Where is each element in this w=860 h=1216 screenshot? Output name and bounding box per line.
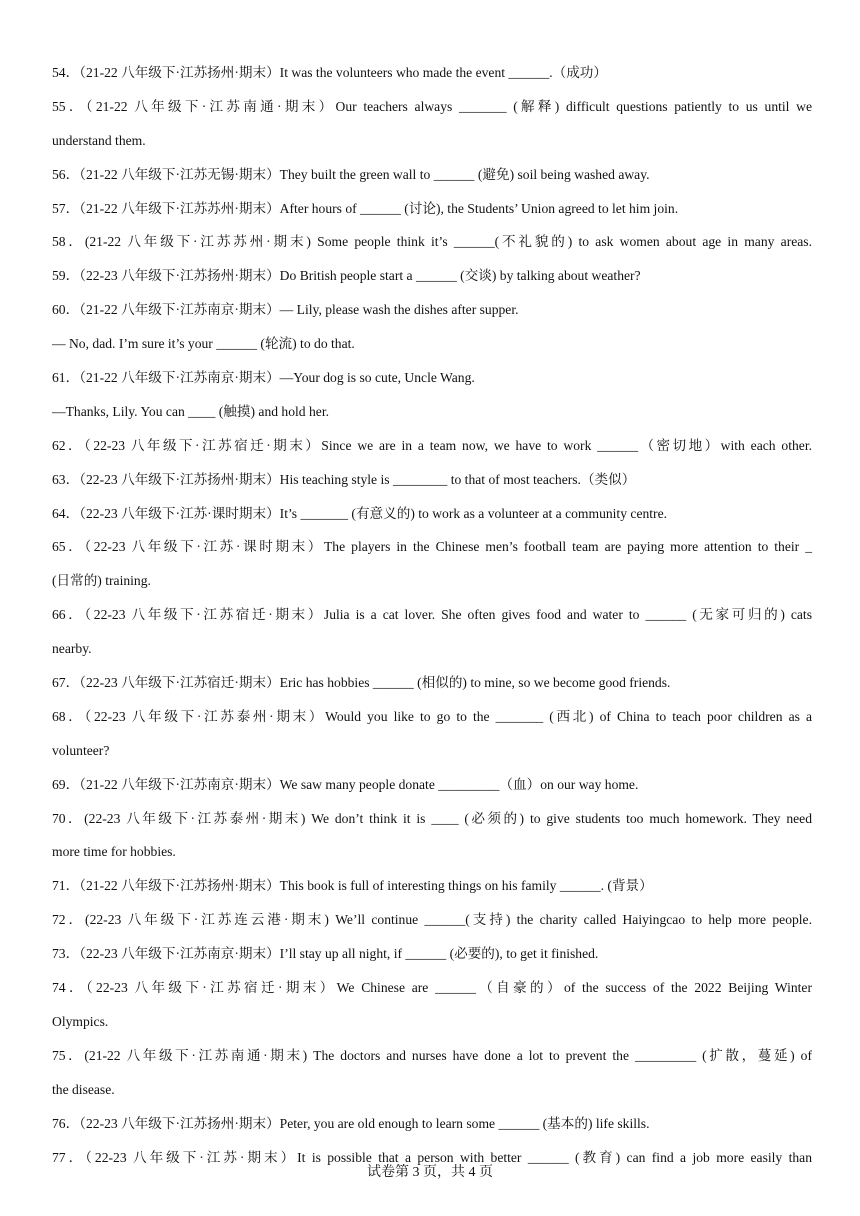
text-line: volunteer? xyxy=(52,742,110,758)
text-line: 74．（22-23 八年级下·江苏宿迁·期末）We Chinese are ______（自豪的）of the success of the 2022 Beijing Winter xyxy=(52,980,812,996)
text-line: 73．（22-23 八年级下·江苏南京·期末）I’ll stay up all night, if ______ (必要的), to get it finished. xyxy=(52,946,599,962)
text-line: 56．（21-22 八年级下·江苏无锡·期末）They built the green wall to ______ (避免) soil being washed away. xyxy=(52,166,650,182)
text-line: 70．(22-23 八年级下·江苏泰州·期末) We don’t think it is ____ (必须的) to give students too much homework. They need xyxy=(52,810,812,826)
text-line: Olympics. xyxy=(52,1013,109,1029)
text-line: 65．（22-23 八年级下·江苏·课时期末）The players in the Chinese men’s football team are paying more attention to their _ xyxy=(52,539,812,555)
text-line: 60．（21-22 八年级下·江苏南京·期末）— Lily, please wash the dishes after supper. xyxy=(52,302,519,318)
text-line: 72．(22-23 八年级下·江苏连云港·期末) We’ll continue ______(支持) the charity called Haiyingcao to help more people. xyxy=(52,912,812,928)
text-line: understand them. xyxy=(52,132,146,148)
question-list xyxy=(52,56,812,1174)
text-line: 68．（22-23 八年级下·江苏泰州·期末）Would you like to go to the _______ (西北) of China to teach poor children as a xyxy=(52,708,812,724)
text-line: — No, dad. I’m sure it’s your ______ (轮流) to do that. xyxy=(52,336,355,352)
text-line: nearby. xyxy=(52,641,92,657)
text-line: 67．（22-23 八年级下·江苏宿迁·期末）Eric has hobbies ______ (相似的) to mine, so we become good friends. xyxy=(52,675,671,691)
text-line: 76．（22-23 八年级下·江苏扬州·期末）Peter, you are old enough to learn some ______ (基本的) life skills. xyxy=(52,1115,650,1131)
text-line: (日常的) training. xyxy=(52,573,151,589)
text-line: 62．（22-23 八年级下·江苏宿迁·期末）Since we are in a team now, we have to work ______（密切地）with each other. xyxy=(52,437,812,453)
text-line: 55．（21-22 八年级下·江苏南通·期末）Our teachers always _______ (解释) difficult questions patiently to us until we xyxy=(52,98,812,114)
text-line: 61．（21-22 八年级下·江苏南京·期末）—Your dog is so cute, Uncle Wang. xyxy=(52,370,475,386)
text-line: 59．（22-23 八年级下·江苏扬州·期末）Do British people start a ______ (交谈) by talking about weather? xyxy=(52,268,641,284)
text-line: 63．（22-23 八年级下·江苏扬州·期末）His teaching style is ________ to that of most teachers.（类似） xyxy=(52,471,636,487)
text-line: —Thanks, Lily. You can ____ (触摸) and hold her. xyxy=(52,403,330,419)
text-line: the disease. xyxy=(52,1081,115,1097)
text-line: 54．（21-22 八年级下·江苏扬州·期末）It was the volunteers who made the event ______.（成功） xyxy=(52,65,607,80)
text-line: more time for hobbies. xyxy=(52,844,176,860)
text-line: 64．（22-23 八年级下·江苏·课时期末）It’s _______ (有意义的) to work as a volunteer at a community centre. xyxy=(52,505,668,521)
page-footer: 试卷第 3 页，共 4 页 xyxy=(367,1165,493,1180)
text-line: 57．（21-22 八年级下·江苏苏州·期末）After hours of ______ (讨论), the Students’ Union agreed to let him join. xyxy=(52,200,679,216)
text-line: 75．(21-22 八年级下·江苏南通·期末) The doctors and nurses have done a lot to prevent the _________ (扩散，蔓延) of xyxy=(52,1047,812,1063)
text-line: 77．（22-23 八年级下·江苏·期末）It is possible that a person with better ______ (教育) can find a job more easily than xyxy=(52,1149,812,1165)
text-line: 71．（21-22 八年级下·江苏扬州·期末）This book is full of interesting things on his family ______. (背景） xyxy=(52,878,653,894)
text-line: 69．（21-22 八年级下·江苏南京·期末）We saw many people donate _________（血）on our way home. xyxy=(52,776,639,792)
text-line: 58．(21-22 八年级下·江苏苏州·期末) Some people think it’s ______(不礼貌的) to ask women about age in many areas. xyxy=(52,234,812,250)
text-line: 66．（22-23 八年级下·江苏宿迁·期末）Julia is a cat lover. She often gives food and water to ______ (无家可归的) cats xyxy=(52,607,812,623)
